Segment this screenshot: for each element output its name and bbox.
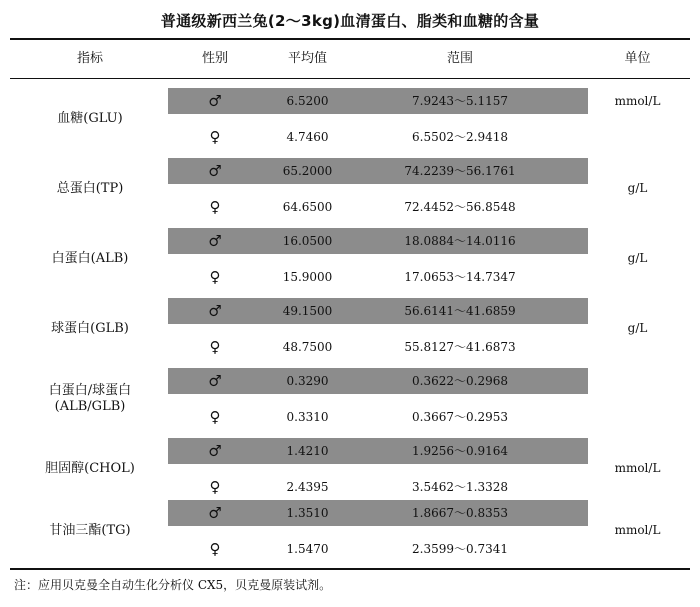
unit-label: g/L bbox=[627, 321, 648, 335]
female-symbol: ♀ bbox=[209, 128, 221, 146]
male-symbol: ♂ bbox=[208, 442, 222, 460]
unit-label: g/L bbox=[627, 181, 648, 195]
table-row-group bbox=[10, 496, 690, 566]
header-unit: 单位 bbox=[624, 51, 651, 66]
male-mean: 6.5200 bbox=[286, 94, 329, 108]
indicator-name: 血糖(GLU) bbox=[57, 111, 123, 126]
female-symbol: ♀ bbox=[209, 540, 221, 558]
male-range: 56.6141～41.6859 bbox=[404, 304, 516, 318]
female-range: 3.5462～1.3328 bbox=[412, 480, 508, 494]
male-mean: 16.0500 bbox=[282, 234, 333, 248]
header-rule bbox=[10, 78, 690, 79]
unit-label: mmol/L bbox=[614, 94, 661, 108]
indicator-name: 白蛋白(ALB) bbox=[51, 251, 129, 266]
female-range: 55.8127～41.6873 bbox=[404, 340, 516, 354]
male-range: 1.8667～0.8353 bbox=[412, 506, 508, 520]
indicator-name: 甘油三酯(TG) bbox=[49, 523, 131, 538]
male-mean: 0.3290 bbox=[286, 374, 329, 388]
table-row-group bbox=[10, 84, 690, 154]
table-row-group bbox=[10, 434, 690, 504]
unit-label: g/L bbox=[627, 251, 648, 265]
unit-label: mmol/L bbox=[614, 461, 661, 475]
female-range: 17.0653～14.7347 bbox=[404, 270, 516, 284]
top-rule bbox=[10, 38, 690, 40]
female-symbol: ♀ bbox=[209, 408, 221, 426]
female-symbol: ♀ bbox=[209, 338, 221, 356]
female-mean: 15.9000 bbox=[282, 270, 333, 284]
table-row-group bbox=[10, 224, 690, 294]
male-range: 0.3622～0.2968 bbox=[412, 374, 508, 388]
header-mean: 平均值 bbox=[287, 51, 327, 66]
indicator-name: 白蛋白/球蛋白 (ALB/GLB) bbox=[48, 383, 132, 414]
female-mean: 0.3310 bbox=[286, 410, 329, 424]
table-row-group bbox=[10, 364, 690, 434]
male-symbol: ♂ bbox=[208, 372, 222, 390]
table-footnote: 注：应用贝克曼全自动生化分析仪 CX5，贝克曼原装试剂。 bbox=[14, 578, 332, 592]
male-mean: 1.3510 bbox=[286, 506, 329, 520]
female-symbol: ♀ bbox=[209, 268, 221, 286]
female-range: 2.3599～0.7341 bbox=[412, 542, 508, 556]
indicator-name: 球蛋白(GLB) bbox=[51, 321, 129, 336]
male-symbol: ♂ bbox=[208, 504, 222, 522]
male-mean: 49.1500 bbox=[282, 304, 333, 318]
female-range: 72.4452～56.8548 bbox=[404, 200, 516, 214]
female-mean: 48.7500 bbox=[282, 340, 333, 354]
female-mean: 4.7460 bbox=[286, 130, 329, 144]
table-title: 普通级新西兰兔(2～3kg)血清蛋白、脂类和血糖的含量 bbox=[160, 12, 540, 30]
header-range: 范围 bbox=[446, 51, 473, 66]
header-indicator: 指标 bbox=[76, 51, 103, 66]
male-symbol: ♂ bbox=[208, 162, 222, 180]
male-range: 74.2239～56.1761 bbox=[404, 164, 516, 178]
male-mean: 65.2000 bbox=[282, 164, 333, 178]
male-symbol: ♂ bbox=[208, 92, 222, 110]
female-mean: 64.6500 bbox=[282, 200, 333, 214]
header-sex: 性别 bbox=[201, 51, 228, 66]
male-symbol: ♂ bbox=[208, 232, 222, 250]
male-range: 7.9243～5.1157 bbox=[412, 94, 508, 108]
table-row-group bbox=[10, 154, 690, 224]
female-range: 0.3667～0.2953 bbox=[412, 410, 508, 424]
bottom-rule bbox=[10, 568, 690, 570]
indicator-name: 胆固醇(CHOL) bbox=[45, 461, 135, 476]
indicator-name: 总蛋白(TP) bbox=[56, 181, 124, 196]
female-mean: 1.5470 bbox=[286, 542, 329, 556]
male-range: 18.0884～14.0116 bbox=[404, 234, 516, 248]
male-mean: 1.4210 bbox=[286, 444, 329, 458]
table-row-group bbox=[10, 294, 690, 364]
male-range: 1.9256～0.9164 bbox=[412, 444, 508, 458]
female-mean: 2.4395 bbox=[286, 480, 329, 494]
male-symbol: ♂ bbox=[208, 302, 222, 320]
female-symbol: ♀ bbox=[209, 198, 221, 216]
unit-label: mmol/L bbox=[614, 523, 661, 537]
female-symbol: ♀ bbox=[209, 478, 221, 496]
female-range: 6.5502～2.9418 bbox=[412, 130, 508, 144]
